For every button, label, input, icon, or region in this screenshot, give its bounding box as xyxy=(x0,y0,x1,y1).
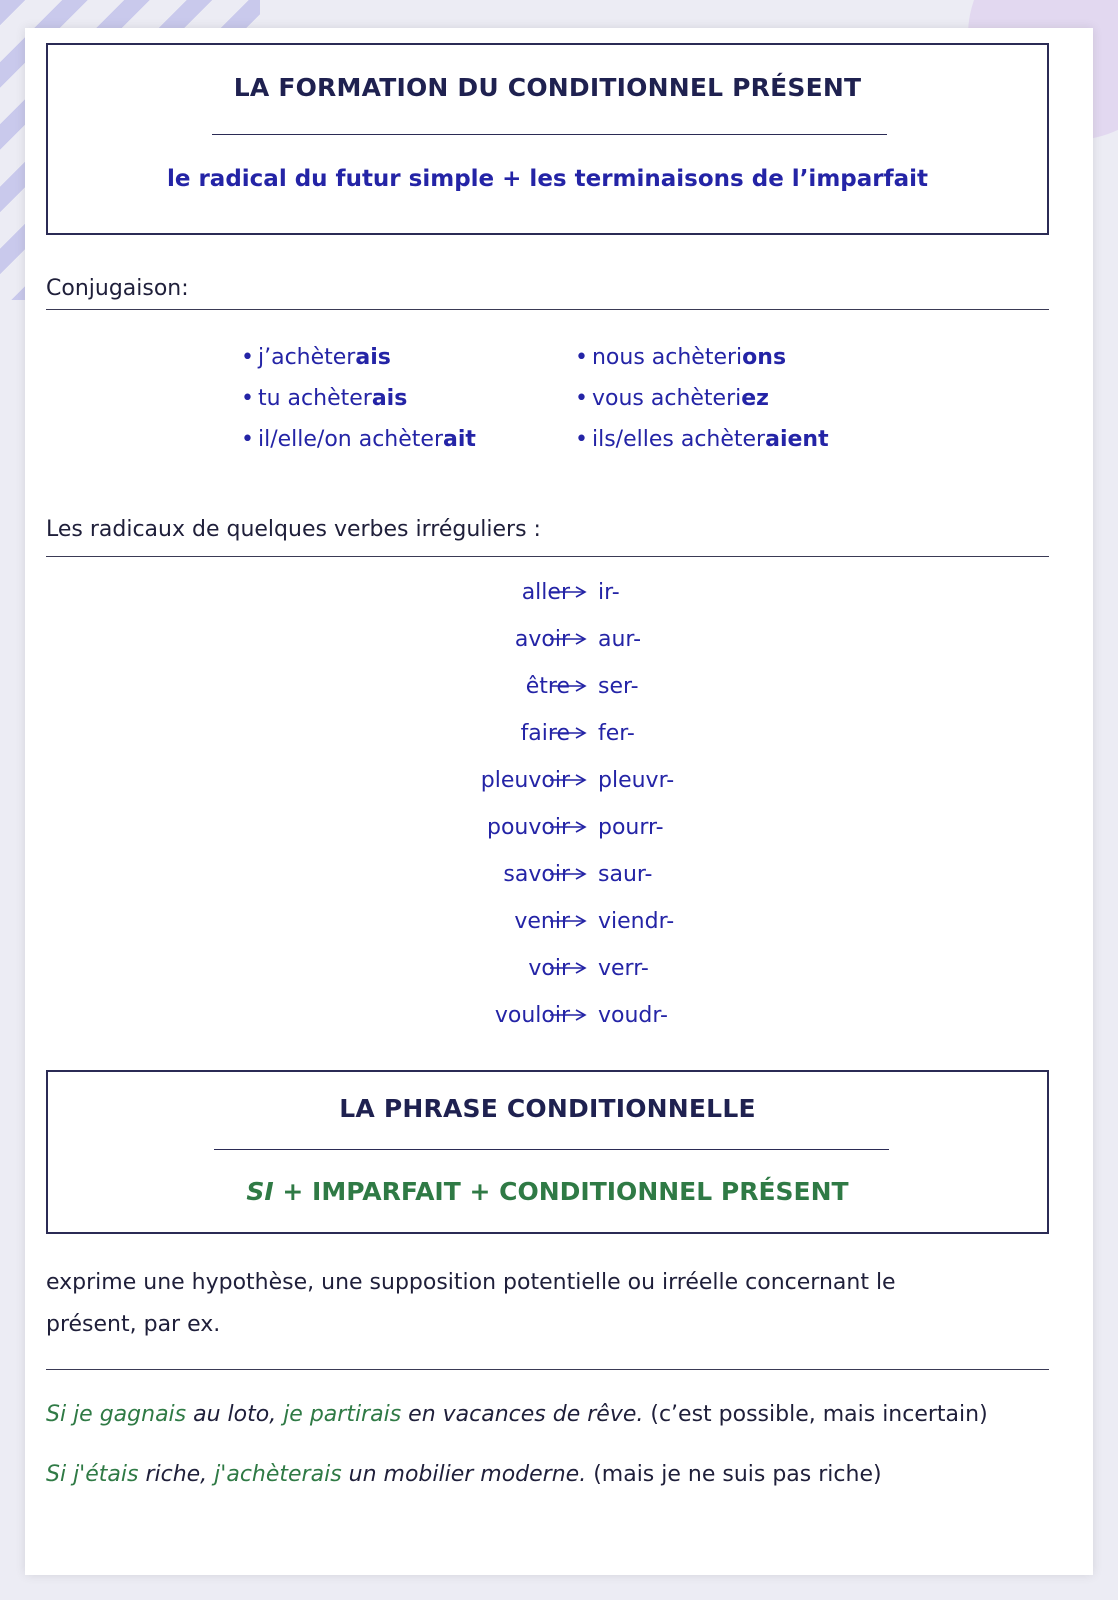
bullet: • xyxy=(241,427,254,452)
verb-infinitive: avoir xyxy=(514,627,570,652)
conjugation-item xyxy=(575,337,829,378)
arrow-right-icon xyxy=(548,911,588,931)
example-part: un mobilier moderne. xyxy=(341,1462,587,1487)
verb-row xyxy=(25,862,1093,902)
example-part: en vacances de rêve. xyxy=(401,1402,644,1427)
conjugation-label: Conjugaison: xyxy=(46,276,189,301)
verb-stem: ir- xyxy=(598,580,620,605)
example-part: j'achèterais xyxy=(214,1462,342,1487)
conjugation-stem: j’achèter xyxy=(257,345,356,370)
verb-row xyxy=(25,674,1093,714)
arrow-right-icon xyxy=(548,629,588,649)
arrow-right-icon xyxy=(548,770,588,790)
examples-divider xyxy=(46,1369,1049,1370)
bullet: • xyxy=(575,386,588,411)
verb-row xyxy=(25,956,1093,996)
example-part: riche, xyxy=(138,1462,215,1487)
verb-stem: ser- xyxy=(598,674,639,699)
example-sentence-2 xyxy=(46,1462,882,1487)
conditional-sentence-title: LA PHRASE CONDITIONNELLE xyxy=(339,1094,756,1123)
document-page xyxy=(25,28,1093,1575)
arrow-right-icon xyxy=(548,723,588,743)
verb-stem: fer- xyxy=(598,721,635,746)
conjugation-ending: ez xyxy=(741,386,769,411)
conditional-description: exprime une hypothèse, une supposition potentielle ou irréelle concernant le présent, par ex. xyxy=(46,1270,896,1337)
verb-stem: aur- xyxy=(598,627,642,652)
conditional-sentence-divider xyxy=(214,1149,889,1150)
conjugation-item xyxy=(575,419,829,460)
conjugation-ending: aient xyxy=(765,427,829,452)
example-part: je partirais xyxy=(283,1402,402,1427)
conjugation-item xyxy=(241,419,476,460)
example-comment: (c’est possible, mais incertain) xyxy=(643,1402,988,1427)
conjugation-item xyxy=(241,378,476,419)
conjugation-left-column xyxy=(241,337,476,460)
verb-stem: pleuvr- xyxy=(598,768,675,793)
conjugation-ending: ais xyxy=(355,345,391,370)
formation-box xyxy=(46,43,1049,235)
verb-infinitive: pouvoir xyxy=(486,815,570,840)
conditional-sentence-box xyxy=(46,1070,1049,1234)
verb-stem: viendr- xyxy=(598,909,675,934)
verb-infinitive: faire xyxy=(520,721,570,746)
verb-infinitive: pleuvoir xyxy=(480,768,570,793)
verb-infinitive: venir xyxy=(514,909,570,934)
verb-stem: voudr- xyxy=(598,1003,668,1028)
verb-row xyxy=(25,768,1093,808)
conjugation-stem: tu achèter xyxy=(257,386,372,411)
verb-row xyxy=(25,909,1093,949)
bullet: • xyxy=(575,345,588,370)
bullet: • xyxy=(241,345,254,370)
conjugation-item xyxy=(241,337,476,378)
conditional-sentence-formula xyxy=(48,1177,1047,1206)
bullet: • xyxy=(241,386,254,411)
formation-title: LA FORMATION DU CONDITIONNEL PRÉSENT xyxy=(233,73,862,102)
conjugation-stem: ils/elles achèter xyxy=(591,427,766,452)
arrow-right-icon xyxy=(548,676,588,696)
verb-row xyxy=(25,721,1093,761)
conjugation-ending: ais xyxy=(371,386,408,411)
irregular-verbs-label: Les radicaux de quelques verbes irréguliers : xyxy=(46,517,541,542)
example-part: Si j'étais xyxy=(46,1462,139,1487)
arrow-right-icon xyxy=(548,1005,588,1025)
example-sentence-1 xyxy=(46,1402,988,1427)
formation-divider xyxy=(212,134,887,135)
verb-stem: verr- xyxy=(598,956,649,981)
arrow-right-icon xyxy=(548,817,588,837)
example-part: Si je gagnais xyxy=(46,1402,187,1427)
conjugation-item xyxy=(575,378,829,419)
verb-infinitive: être xyxy=(525,674,570,699)
example-part: au loto, xyxy=(186,1402,284,1427)
verb-row xyxy=(25,627,1093,667)
irregular-verbs-divider xyxy=(46,556,1049,557)
arrow-right-icon xyxy=(548,864,588,884)
conjugation-stem: nous achèteri xyxy=(591,345,743,370)
formation-formula: le radical du futur simple + les terminaisons de l’imparfait xyxy=(166,166,929,192)
conjugation-ending: ons xyxy=(742,345,787,370)
verb-row xyxy=(25,580,1093,620)
arrow-right-icon xyxy=(548,958,588,978)
bullet: • xyxy=(575,427,588,452)
example-comment: (mais je ne suis pas riche) xyxy=(586,1462,882,1487)
verb-infinitive: aller xyxy=(521,580,570,605)
conjugation-right-column xyxy=(575,337,829,460)
conjugation-stem: il/elle/on achèter xyxy=(257,427,443,452)
verb-stem: saur- xyxy=(598,862,653,887)
verb-infinitive: savoir xyxy=(503,862,570,887)
formula-si: SI xyxy=(246,1177,274,1206)
conjugation-stem: vous achèteri xyxy=(591,386,742,411)
verb-infinitive: voir xyxy=(528,956,570,981)
arrow-right-icon xyxy=(548,582,588,602)
verb-row xyxy=(25,1003,1093,1043)
verb-stem: pourr- xyxy=(598,815,664,840)
conjugation-ending: ait xyxy=(443,427,476,452)
conjugation-divider xyxy=(46,309,1049,310)
formula-rest: + IMPARFAIT + CONDITIONNEL PRÉSENT xyxy=(273,1177,849,1206)
verb-row xyxy=(25,815,1093,855)
verb-infinitive: vouloir xyxy=(494,1003,570,1028)
